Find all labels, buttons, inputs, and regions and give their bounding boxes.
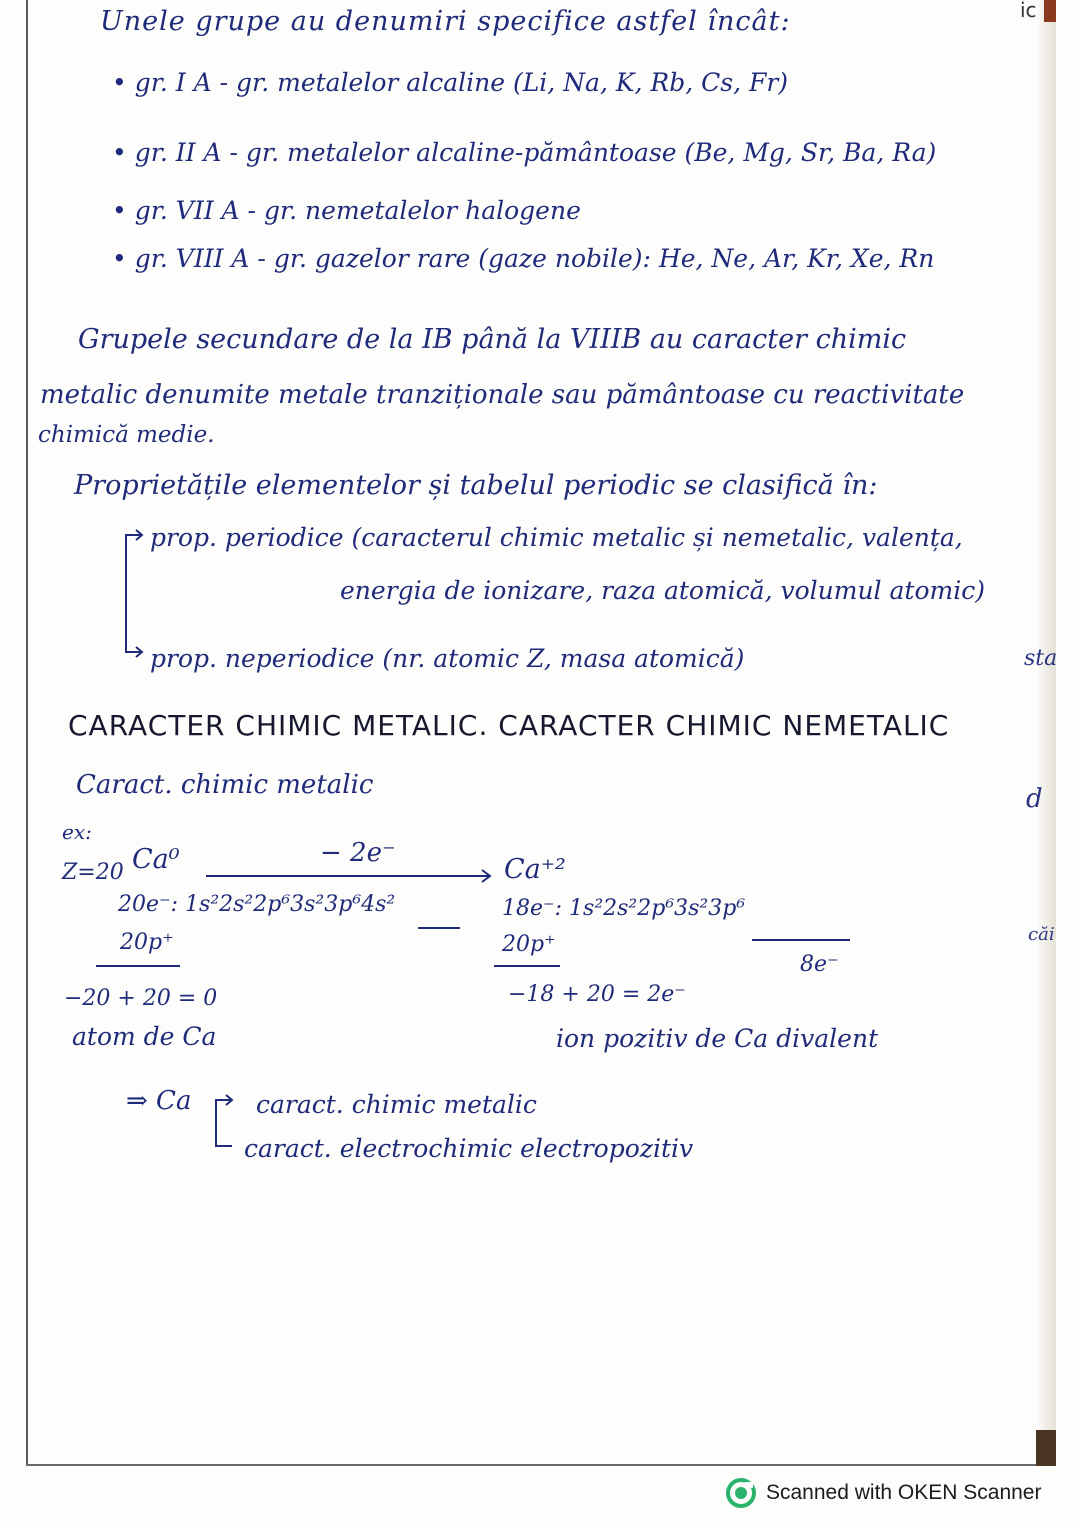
conclusion-arrow-top: [218, 1095, 232, 1105]
electron-config-atom: 20e⁻: 1s²2s²2p⁶3s²3p⁶4s²: [118, 892, 396, 917]
next-page-edge: [1036, 0, 1056, 1466]
margin-fragment-d: d: [1026, 784, 1043, 814]
page-corner-bottom: [1036, 1430, 1056, 1466]
conclusion-subject: ⇒ Ca: [126, 1086, 192, 1116]
atom-label: atom de Ca: [72, 1022, 217, 1051]
ion-label: ion pozitiv de Ca divalent: [556, 1024, 879, 1053]
group-line-viiia: • gr. VIII A - gr. gazelor rare (gaze nobile): He, Ne, Ar, Kr, Xe, Rn: [112, 244, 935, 273]
atomic-number: Z=20: [62, 860, 124, 885]
subsection-title: Caract. chimic metalic: [76, 770, 374, 800]
secondary-groups-line-2: metalic denumite metale tranziționale sau pământoase cu reactivitate: [40, 380, 965, 410]
properties-arrow-top: [128, 530, 142, 540]
margin-fragment-sta: sta: [1024, 646, 1058, 671]
conclusion-item-metallic: caract. chimic metalic: [256, 1090, 537, 1119]
group-line-iia: • gr. II A - gr. metalelor alcaline-pământoase (Be, Mg, Sr, Ba, Ra): [112, 138, 937, 167]
conclusion-item-electropositive: caract. electrochimic electropozitiv: [244, 1134, 694, 1163]
group-line-viia: • gr. VII A - gr. nemetalelor halogene: [112, 196, 581, 225]
conclusion-bracket: [216, 1100, 232, 1146]
margin-fragment-top: ic: [1020, 0, 1037, 22]
page-corner-top: [1044, 0, 1056, 22]
properties-bracket: [126, 535, 142, 652]
margin-fragment-cai: căi: [1028, 924, 1055, 945]
scanner-label: Scanned with OKEN Scanner: [766, 1481, 1042, 1504]
electron-config-ion: 18e⁻: 1s²2s²2p⁶3s²3p⁶: [502, 896, 746, 921]
paper-border-left: [26, 0, 28, 1466]
intro-line: Unele grupe au denumiri specifice astfel încât:: [100, 6, 791, 37]
charge-sum-ion: −18 + 20 = 2e⁻: [508, 982, 686, 1007]
group-line-ia: • gr. I A - gr. metalelor alcaline (Li, Na, K, Rb, Cs, Fr): [112, 68, 789, 97]
product-calcium-ion: Ca⁺²: [504, 854, 566, 885]
protons-atom: 20p⁺: [120, 930, 174, 955]
reaction-arrow-label: − 2e⁻: [320, 838, 396, 868]
nonperiodic-properties: prop. neperiodice (nr. atomic Z, masa atomică): [150, 644, 745, 673]
charge-sum-atom: −20 + 20 = 0: [64, 986, 218, 1011]
scanner-watermark: [726, 1478, 1041, 1508]
periodic-properties-line-1: prop. periodice (caracterul chimic metalic și nemetalic, valența,: [150, 523, 963, 552]
section-title: CARACTER CHIMIC METALIC. CARACTER CHIMIC NEMETALIC: [68, 709, 950, 742]
reaction-arrow: [206, 870, 490, 882]
title-underline: [68, 742, 900, 746]
secondary-groups-line-3: chimică medie.: [38, 422, 215, 448]
secondary-groups-line-1: Grupele secundare de la IB până la VIIIB au caracter chimic: [78, 324, 907, 355]
properties-arrow-bottom: [136, 647, 142, 657]
periodic-properties-line-2: energia de ionizare, raza atomică, volumul atomic): [340, 576, 985, 605]
protons-ion: 20p⁺: [502, 932, 556, 957]
properties-intro: Proprietățile elementelor și tabelul periodic se clasifică în:: [74, 470, 878, 501]
outer-electrons: 8e⁻: [800, 952, 839, 977]
reactant-calcium: Ca⁰: [132, 844, 180, 875]
example-label: ex:: [62, 820, 92, 844]
oken-scanner-logo-icon: [726, 1478, 756, 1508]
paper-border-bottom: [26, 1464, 1036, 1466]
